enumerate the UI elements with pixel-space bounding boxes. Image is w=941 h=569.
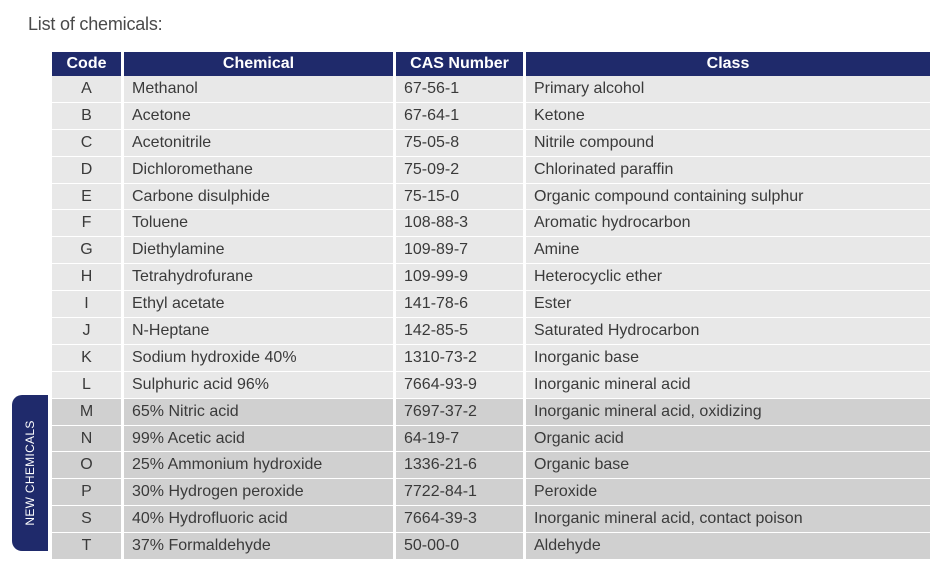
table-row: [52, 184, 930, 211]
cell-code: D: [52, 157, 124, 184]
cell-code: P: [52, 479, 124, 506]
cell-class: Inorganic mineral acid: [526, 372, 930, 399]
cell-code: T: [52, 533, 124, 560]
cell-cas-number: 75-09-2: [396, 157, 526, 184]
header-class: Class: [526, 52, 930, 76]
cell-class: Saturated Hydrocarbon: [526, 318, 930, 345]
cell-cas-number: 1336-21-6: [396, 452, 526, 479]
cell-code: O: [52, 452, 124, 479]
cell-chemical: Sodium hydroxide 40%: [124, 345, 396, 372]
cell-cas-number: 7664-39-3: [396, 506, 526, 533]
cell-class: Organic base: [526, 452, 930, 479]
cell-code: N: [52, 426, 124, 453]
cell-chemical: 30% Hydrogen peroxide: [124, 479, 396, 506]
table-row: [52, 237, 930, 264]
chemicals-table: [52, 52, 930, 560]
table-row: [52, 103, 930, 130]
table-row: [52, 533, 930, 560]
cell-code: G: [52, 237, 124, 264]
table-row: [52, 426, 930, 453]
table-header-row: [52, 52, 930, 76]
cell-code: E: [52, 184, 124, 211]
cell-class: Nitrile compound: [526, 130, 930, 157]
cell-chemical: Sulphuric acid 96%: [124, 372, 396, 399]
table-row: [52, 291, 930, 318]
cell-class: Aromatic hydrocarbon: [526, 210, 930, 237]
cell-cas-number: 7697-37-2: [396, 399, 526, 426]
header-code: Code: [52, 52, 124, 76]
cell-chemical: 99% Acetic acid: [124, 426, 396, 453]
cell-cas-number: 50-00-0: [396, 533, 526, 560]
cell-class: Organic compound containing sulphur: [526, 184, 930, 211]
cell-code: A: [52, 76, 124, 103]
cell-cas-number: 75-05-8: [396, 130, 526, 157]
cell-class: Chlorinated paraffin: [526, 157, 930, 184]
cell-cas-number: 67-56-1: [396, 76, 526, 103]
cell-code: J: [52, 318, 124, 345]
cell-chemical: Diethylamine: [124, 237, 396, 264]
cell-chemical: Toluene: [124, 210, 396, 237]
cell-cas-number: 75-15-0: [396, 184, 526, 211]
header-cas-number: CAS Number: [396, 52, 526, 76]
cell-chemical: 25% Ammonium hydroxide: [124, 452, 396, 479]
cell-code: L: [52, 372, 124, 399]
cell-chemical: Acetone: [124, 103, 396, 130]
cell-cas-number: 109-89-7: [396, 237, 526, 264]
table-row: [52, 318, 930, 345]
cell-code: M: [52, 399, 124, 426]
cell-class: Organic acid: [526, 426, 930, 453]
cell-code: C: [52, 130, 124, 157]
table-row: [52, 157, 930, 184]
cell-cas-number: 7664-93-9: [396, 372, 526, 399]
cell-class: Ketone: [526, 103, 930, 130]
cell-chemical: Methanol: [124, 76, 396, 103]
cell-chemical: Tetrahydrofurane: [124, 264, 396, 291]
cell-cas-number: 142-85-5: [396, 318, 526, 345]
new-chemicals-tab: [12, 395, 48, 551]
table-row: [52, 452, 930, 479]
cell-chemical: Acetonitrile: [124, 130, 396, 157]
cell-class: Primary alcohol: [526, 76, 930, 103]
cell-chemical: N-Heptane: [124, 318, 396, 345]
cell-cas-number: 109-99-9: [396, 264, 526, 291]
cell-class: Ester: [526, 291, 930, 318]
cell-chemical: 40% Hydrofluoric acid: [124, 506, 396, 533]
cell-chemical: 37% Formaldehyde: [124, 533, 396, 560]
table-row: [52, 76, 930, 103]
cell-chemical: Dichloromethane: [124, 157, 396, 184]
cell-cas-number: 1310-73-2: [396, 345, 526, 372]
page-title: List of chemicals:: [28, 14, 163, 34]
cell-chemical: Ethyl acetate: [124, 291, 396, 318]
cell-cas-number: 108-88-3: [396, 210, 526, 237]
table-row: [52, 399, 930, 426]
cell-chemical: 65% Nitric acid: [124, 399, 396, 426]
table-body: [52, 76, 930, 560]
table-row: [52, 479, 930, 506]
cell-class: Heterocyclic ether: [526, 264, 930, 291]
cell-class: Amine: [526, 237, 930, 264]
cell-class: Inorganic base: [526, 345, 930, 372]
cell-cas-number: 64-19-7: [396, 426, 526, 453]
cell-code: H: [52, 264, 124, 291]
cell-code: F: [52, 210, 124, 237]
cell-class: Inorganic mineral acid, contact poison: [526, 506, 930, 533]
cell-class: Peroxide: [526, 479, 930, 506]
table-row: [52, 210, 930, 237]
cell-code: S: [52, 506, 124, 533]
new-chemicals-label: NEW CHEMICALS: [23, 420, 37, 526]
table-row: [52, 130, 930, 157]
cell-cas-number: 67-64-1: [396, 103, 526, 130]
cell-class: Aldehyde: [526, 533, 930, 560]
cell-code: K: [52, 345, 124, 372]
cell-code: I: [52, 291, 124, 318]
table-row: [52, 506, 930, 533]
header-chemical: Chemical: [124, 52, 396, 76]
table-row: [52, 264, 930, 291]
cell-cas-number: 141-78-6: [396, 291, 526, 318]
cell-class: Inorganic mineral acid, oxidizing: [526, 399, 930, 426]
table-row: [52, 372, 930, 399]
cell-chemical: Carbone disulphide: [124, 184, 396, 211]
table-row: [52, 345, 930, 372]
cell-cas-number: 7722-84-1: [396, 479, 526, 506]
cell-code: B: [52, 103, 124, 130]
